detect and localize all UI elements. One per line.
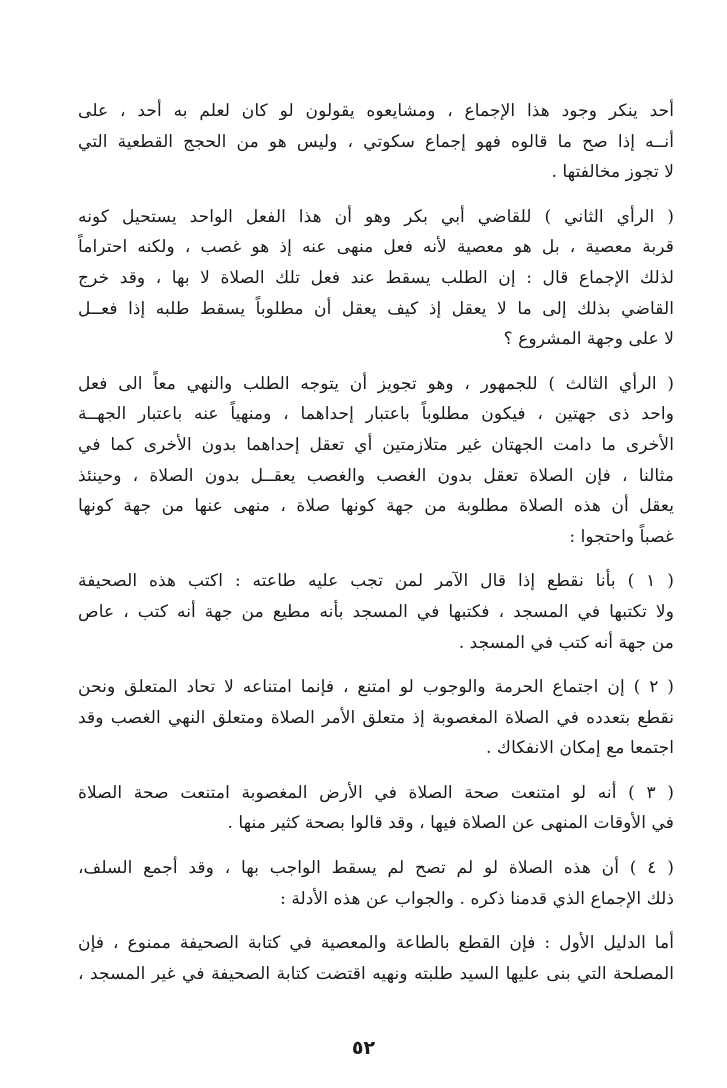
text-line: قربة معصية ، بل هو معصية لأنه فعل منهى عنه إذ هو غصب ، ولكنه احتراماً (78, 237, 674, 258)
paragraph-gap (78, 355, 674, 369)
text-line: المصلحة التي بنى عليها السيد طلبته ونهيه اقتضت كتابة الصحيفة في غير المسجد ، (78, 963, 674, 984)
text-line: أحد ينكر وجود هذا الإجماع ، ومشايعوه يقولون لو كان لعلم به أحد ، على (78, 101, 674, 121)
text-line: ( ٣ ) أنه لو امتنعت صحة الصلاة في الأرض المغصوبة امتنعت صحة الصلاة (78, 782, 674, 803)
text-line: لا تجوز مخالفتها . (551, 162, 674, 183)
paragraph-gap (78, 188, 674, 202)
text-line: الأخرى ما دامت الجهتان غير متلازمتين أي تعقل إحداهما بدون الأخرى كما في (78, 434, 674, 455)
paragraph-gap (78, 839, 674, 853)
text-line: واحد ذى جهتين ، فيكون مطلوباً باعتبار إحداهما ، ومنهياً عنه باعتبار الجهــة (78, 404, 674, 425)
paragraph-intro (78, 96, 674, 188)
text-line: مثالنا ، فإن الصلاة تعقل بدون الغصب والغصب يعقــل بدون الصلاة ، وحينئذ (78, 465, 674, 486)
text-line: لذلك الإجماع قال : إن الطلب يسقط عند فعل تلك الصلاة لا بها ، وقد خرج (78, 267, 674, 288)
text-line: ذلك الإجماع الذي قدمنا ذكره . والجواب عن هذه الأدلة : (280, 888, 674, 909)
paragraph-gap (78, 658, 674, 672)
text-line: ( ٤ ) أن هذه الصلاة لو لم تصح لم يسقط الواجب بها ، وقد أجمع السلف، (78, 858, 674, 879)
text-line: نقطع بتعدده في الصلاة المغصوبة إذ متعلق الأمر الصلاة ومتعلق النهي الغصب وقد (78, 707, 674, 728)
text-line: ( الرأي الثالث ) للجمهور ، وهو تجويز أن يتوجه الطلب والنهي معاً الى فعل (78, 373, 674, 394)
text-line: أما الدليل الأول : فإن القطع بالطاعة والمعصية في كتابة الصحيفة ممنوع ، فإن (78, 933, 674, 954)
text-line: اجتمعا مع إمكان الانفكاك . (485, 738, 674, 759)
text-line: أنــه إذا صح ما قالوه فهو إجماع سكوتي ، وليس هو من الحجج القطعية التي (78, 131, 674, 152)
paragraph-reply-first-proof (78, 928, 674, 989)
paragraph-argument-4 (78, 853, 674, 914)
paragraph-argument-2 (78, 672, 674, 764)
text-line: في الأوقات المنهى عن الصلاة فيها ، وقد قالوا بصحة كثير منها . (227, 813, 674, 834)
text-line: ( ٢ ) إن اجتماع الحرمة والوجوب لو امتنع ، فإنما امتناعه لا تحاد المتعلق ونحن (78, 677, 674, 698)
text-line: القاضي بذلك إلى ما لا يعقل إذ كيف يعقل أن مطلوباً يسقط طلبه إذا فعــل (78, 298, 674, 319)
text-line: ( الرأي الثاني ) للقاضي أبي بكر وهو أن هذا الفعل الواحد يستحيل كونه (78, 206, 674, 227)
text-line: ولا تكتبها في المسجد ، فكتبها في المسجد بأنه مطيع من جهة أنه كتب ، عاص (78, 601, 674, 622)
page-body (78, 96, 674, 989)
page-number: ٥٢ (351, 1037, 376, 1059)
text-line: ( ١ ) بأنا نقطع إذا قال الآمر لمن تجب عليه طاعته : اكتب هذه الصحيفة (78, 571, 674, 592)
text-line: غصباً واحتجوا : (569, 526, 674, 547)
paragraph-argument-1 (78, 566, 674, 658)
paragraph-gap (78, 552, 674, 566)
paragraph-second-opinion (78, 202, 674, 355)
paragraph-argument-3 (78, 778, 674, 839)
paragraph-gap (78, 764, 674, 778)
text-line: من جهة أنه كتب في المسجد . (458, 632, 674, 653)
text-line: يعقل أن هذه الصلاة مطلوبة من جهة كونها صلاة ، منهى عنها من جهة كونها (78, 496, 674, 517)
text-line: لا على وجهة المشروع ؟ (503, 329, 674, 350)
paragraph-gap (78, 914, 674, 928)
paragraph-third-opinion (78, 369, 674, 553)
